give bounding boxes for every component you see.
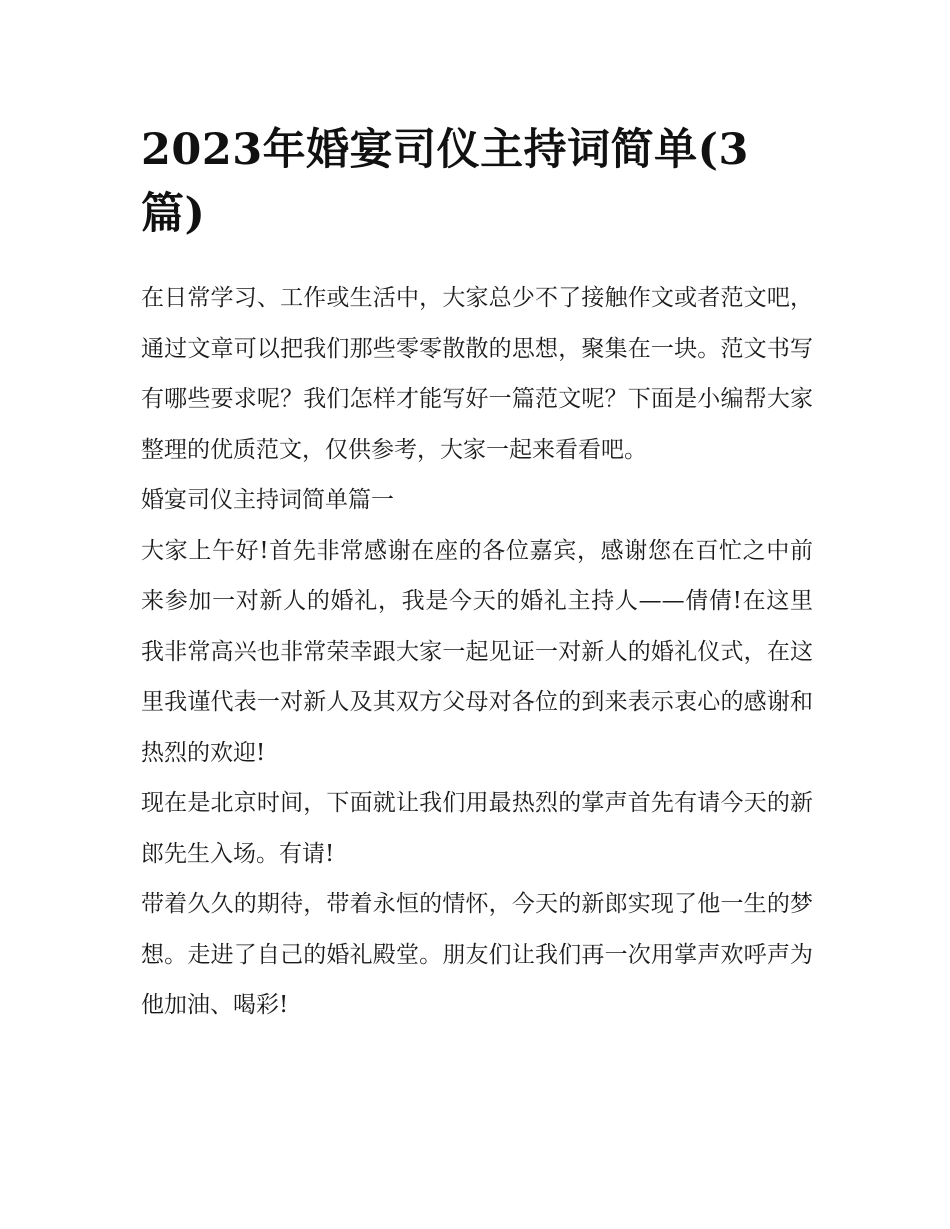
body-paragraph: 带着久久的期待，带着永恒的情怀，今天的新郎实现了他一生的梦想。走进了自己的婚礼殿堂。朋友们让我们再一次用掌声欢呼声为他加油、喝彩!	[141, 891, 813, 1018]
body-paragraph: 大家上午好!首先非常感谢在座的各位嘉宾，感谢您在百忙之中前来参加一对新人的婚礼，我是今天的婚礼主持人——倩倩!在这里我非常高兴也非常荣幸跟大家一起见证一对新人的婚礼仪式，在这里我谨代表一对新人及其双方父母对各位的到来表示衷心的感谢和热烈的欢迎!	[141, 537, 813, 766]
intro-paragraph: 在日常学习、工作或生活中，大家总少不了接触作文或者范文吧，通过文章可以把我们那些零零散散的思想，聚集在一块。范文书写有哪些要求呢？我们怎样才能写好一篇范文呢？下面是小编帮大家整理的优质范文，仅供参考，大家一起来看看吧。	[141, 285, 813, 463]
section-heading: 婚宴司仪主持词简单篇一	[141, 487, 394, 513]
body-paragraph: 现在是北京时间，下面就让我们用最热烈的掌声首先有请今天的新郎先生入场。有请!	[141, 790, 813, 867]
document-title: 2023年婚宴司仪主持词简单(3篇)	[141, 125, 749, 239]
document-body	[141, 273, 813, 1031]
document-content	[141, 118, 813, 1031]
